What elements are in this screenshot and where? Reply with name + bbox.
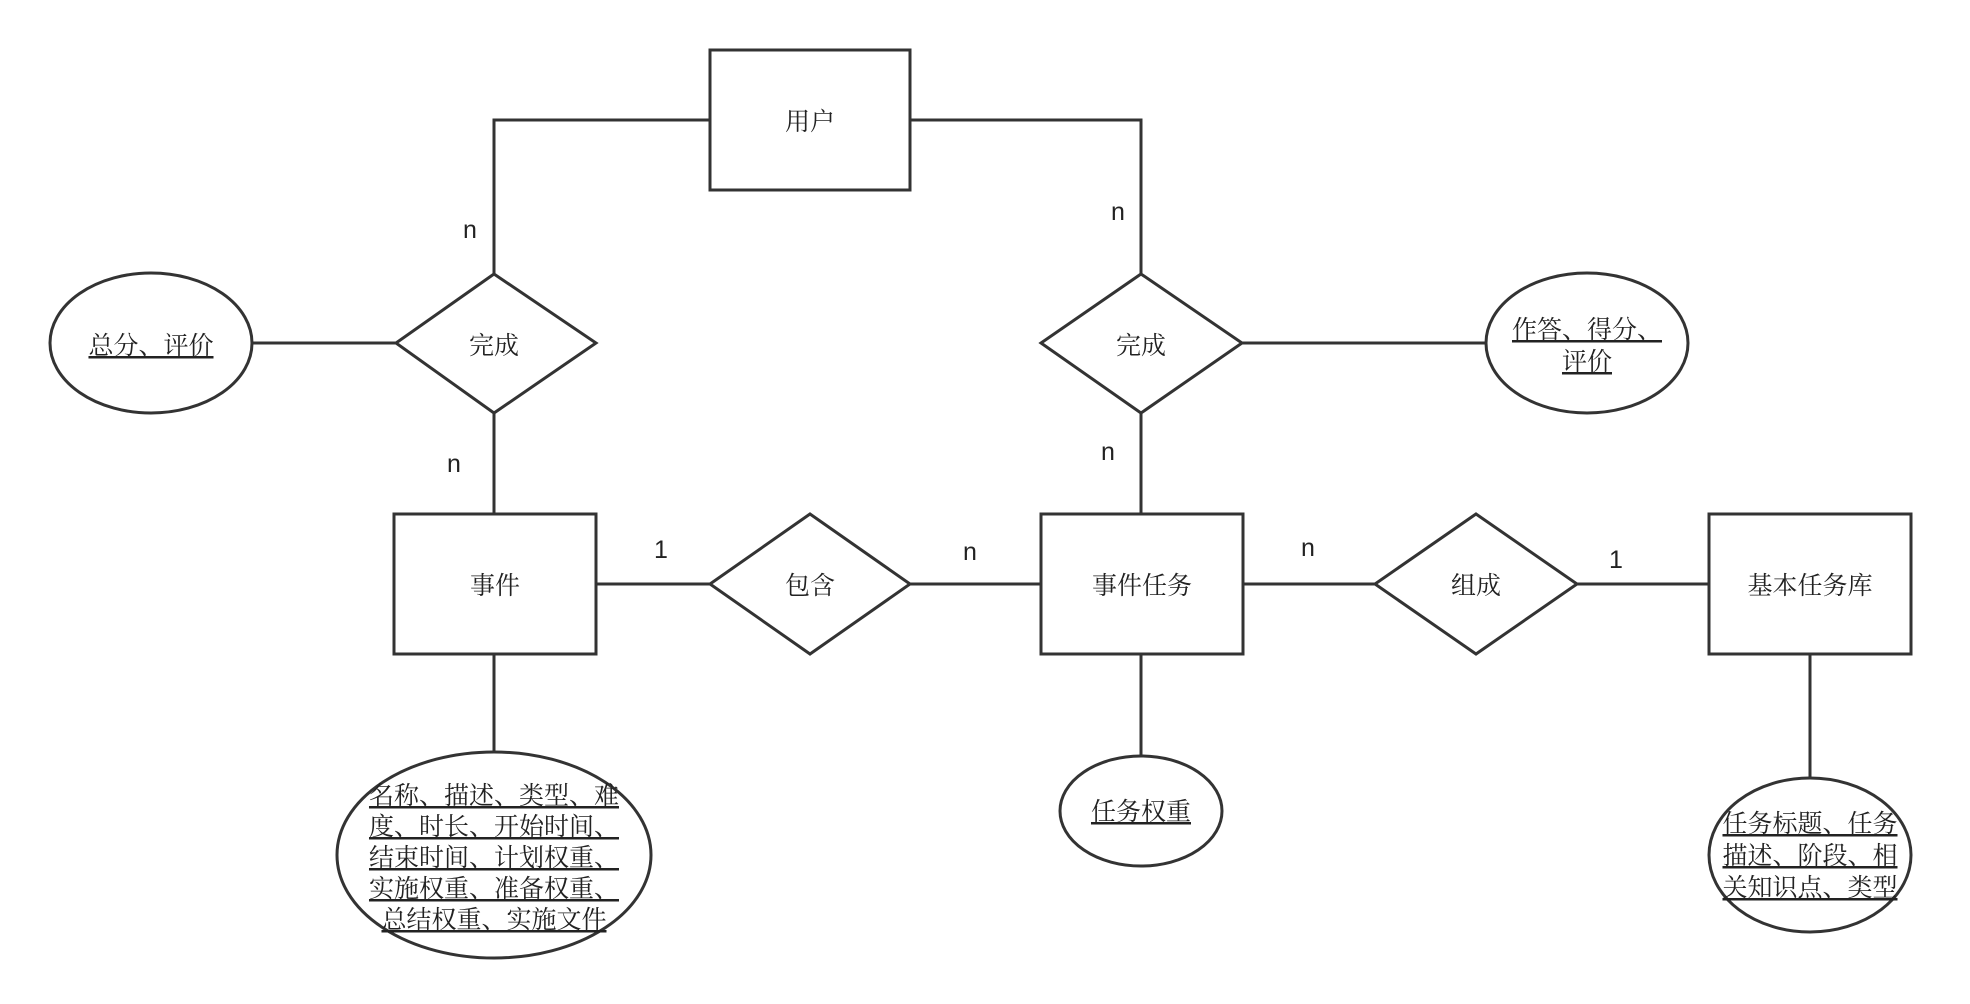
entity-event-task-label: 事件任务 [1091, 572, 1193, 600]
cardinality-event-contain: 1 [654, 536, 668, 564]
attribute-base-task [1709, 778, 1911, 932]
attribute-base-task-line-2: 描述、阶段、相 [1722, 842, 1898, 870]
relationship-contain-label: 包含 [784, 572, 836, 600]
entity-user-label: 用户 [784, 108, 836, 136]
relationship-compose [1375, 514, 1577, 654]
attribute-complete-right-line-1: 作答、得分、 [1511, 316, 1663, 344]
relationship-complete-right [1041, 274, 1242, 413]
attribute-event [337, 752, 651, 958]
cardinality-event-task-complete-right: n [1101, 438, 1115, 466]
entity-user [710, 50, 910, 190]
relationship-complete-left [396, 274, 596, 413]
relationship-compose-label: 组成 [1450, 572, 1502, 600]
cardinality-labels [447, 198, 1623, 574]
cardinality-contain-event-task: n [963, 538, 977, 566]
cardinality-event-task-compose: n [1301, 534, 1315, 562]
attribute-complete-right-line-2: 评价 [1561, 348, 1613, 376]
relationship-complete-right-label: 完成 [1115, 332, 1167, 360]
attribute-event-line-1: 名称、描述、类型、难 [368, 782, 620, 810]
relationship-contain [710, 514, 910, 654]
entity-event-task [1041, 514, 1243, 654]
attribute-event-line-5: 总结权重、实施文件 [381, 906, 607, 934]
attribute-base-task-line-3: 关知识点、类型 [1722, 874, 1898, 902]
edge-user-complete-right [910, 120, 1141, 274]
attribute-event-line-3: 结束时间、计划权重、 [368, 844, 620, 872]
attribute-event-line-2: 度、时长、开始时间、 [368, 813, 620, 841]
entity-event [394, 514, 596, 654]
attribute-event-task-text: 任务权重 [1090, 798, 1192, 826]
cardinality-compose-base-task: 1 [1609, 546, 1623, 574]
cardinality-user-complete-right: n [1111, 198, 1125, 226]
attribute-event-task [1060, 756, 1222, 866]
edge-user-complete-left [494, 120, 710, 274]
cardinality-event-complete-left: n [447, 450, 461, 478]
attribute-base-task-line-1: 任务标题、任务 [1722, 810, 1898, 838]
entity-event-label: 事件 [469, 572, 521, 600]
attribute-event-line-4: 实施权重、准备权重、 [368, 875, 620, 903]
attribute-complete-left-text: 总分、评价 [88, 332, 214, 360]
attribute-complete-left [50, 273, 252, 413]
cardinality-user-complete-left: n [463, 216, 477, 244]
connectors [252, 120, 1810, 778]
entity-base-task-library [1709, 514, 1911, 654]
entity-base-task-library-label: 基本任务库 [1747, 572, 1873, 600]
attribute-complete-right [1486, 273, 1688, 413]
relationship-complete-left-label: 完成 [468, 332, 520, 360]
